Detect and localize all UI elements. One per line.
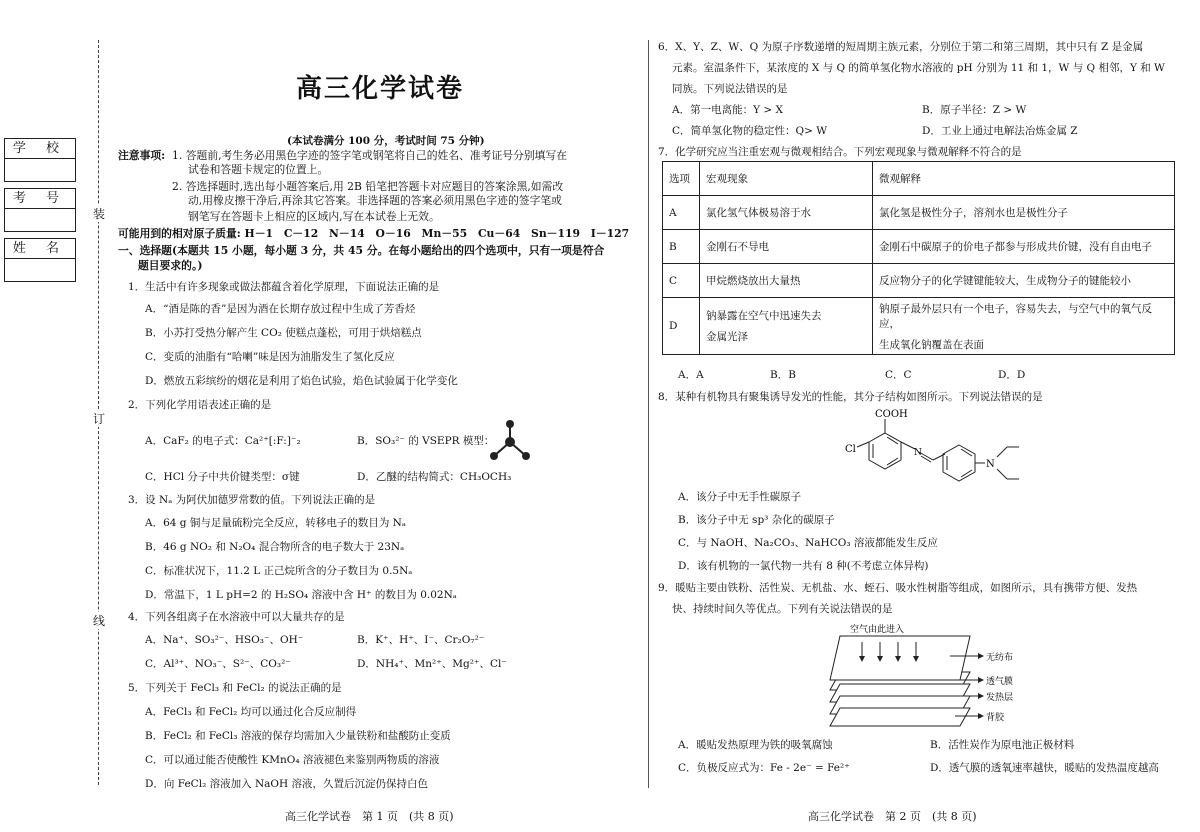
q8-option-c[interactable]: C．与 NaOH、Na₂CO₃、NaHCO₃ 溶液都能发生反应	[678, 537, 938, 549]
q7-row-c-option: C	[663, 264, 700, 298]
q7-stem: 7．化学研究应当注重宏观与微观相结合。下列宏观现象与微观解释不符合的是	[658, 146, 1022, 158]
table-row	[663, 230, 1175, 264]
q7-table-header	[663, 162, 1175, 196]
table-row	[663, 264, 1175, 298]
page-title: 高三化学试卷	[295, 74, 464, 104]
struct-cooh-label: COOH	[875, 409, 908, 420]
q7-header-micro: 微观解释	[873, 162, 1175, 196]
q2-option-b[interactable]: B．SO₃²⁻ 的 VSEPR 模型：	[357, 435, 495, 447]
q5-option-b[interactable]: B．FeCl₂ 和 FeCl₃ 溶液的保存均需加入少量铁粉和盐酸防止变质	[145, 730, 451, 742]
footer-page-1: 高三化学试卷 第 1 页 (共 8 页)	[285, 810, 454, 823]
table-row	[663, 298, 1175, 355]
diagram-air-label: 空气由此进入	[850, 625, 905, 635]
q2-option-c[interactable]: C．HCl 分子中共价键类型：σ键	[145, 471, 300, 483]
q7-row-d-micro-line-1: 钠原子最外层只有一个电子，容易失去，与空气中的氧气反应，	[879, 302, 1152, 330]
q4-option-c[interactable]: C．Al³⁺、NO₃⁻、S²⁻、CO₃²⁻	[145, 658, 291, 670]
q2-option-d[interactable]: D．乙醚的结构简式：CH₃OCH₃	[357, 471, 512, 483]
q3-option-d[interactable]: D．常温下，1 L pH=2 的 H₂SO₄ 溶液中含 H⁺ 的数目为 0.02Nₐ	[145, 589, 457, 601]
q9-stem-1: 9．暖贴主要由铁粉、活性炭、无机盐、水、蛭石、吸水性树脂等组成，如图所示，具有携带方便、发热	[658, 582, 1138, 594]
q7-option-c[interactable]: C．C	[885, 369, 912, 381]
q7-row-a-option: A	[663, 196, 700, 230]
q7-row-b-micro: 金刚石中碳原子的价电子都参与形成共价键，没有自由电子	[873, 230, 1175, 264]
q7-option-a[interactable]: A．A	[678, 369, 704, 381]
diagram-layer-heating: 发热层	[986, 693, 1014, 703]
q7-header-option: 选项	[663, 162, 700, 196]
diagram-layer-membrane: 透气膜	[986, 677, 1014, 687]
struct-n-imine-label: N	[914, 448, 922, 458]
score-info: (本试卷满分 100 分，考试时间 75 分钟)	[287, 135, 485, 147]
notes-label: 注意事项:	[118, 149, 166, 162]
q6-option-b[interactable]: B．原子半径：Z > W	[922, 104, 1027, 116]
q7-row-b-macro: 金刚石不导电	[700, 230, 873, 264]
vsepr-model-icon	[486, 418, 534, 464]
q7-table	[662, 161, 1175, 355]
molecule-structure-diagram	[815, 405, 1025, 485]
q1-option-a[interactable]: A．“酒是陈的香”是因为酒在长期存放过程中生成了芳香烃	[145, 303, 416, 315]
q5-stem: 5．下列关于 FeCl₃ 和 FeCl₂ 的说法正确的是	[128, 682, 342, 694]
q2-option-a[interactable]: A．CaF₂ 的电子式：Ca²⁺[:F:]⁻₂	[145, 435, 301, 447]
q4-option-d[interactable]: D．NH₄⁺、Mn²⁺、Mg²⁺、Cl⁻	[357, 658, 507, 670]
q7-row-d-macro-line-2: 金属光泽	[706, 331, 748, 343]
binding-mark-ding: 订	[92, 412, 105, 426]
school-label: 学 校	[5, 140, 75, 159]
name-label: 姓 名	[5, 240, 75, 259]
q9-option-b[interactable]: B．活性炭作为原电池正极材料	[930, 739, 1075, 751]
note-1-cont: 试卷和答题卡规定的位置上。	[188, 163, 329, 176]
q3-option-a[interactable]: A．64 g 铜与足量硫粉完全反应，转移电子的数目为 Nₐ	[145, 517, 406, 529]
q4-stem: 4．下列各组离子在水溶液中可以大量共存的是	[128, 611, 345, 623]
q7-row-c-macro: 甲烷燃烧放出大量热	[700, 264, 873, 298]
q7-row-d-option: D	[663, 298, 700, 355]
q1-option-c[interactable]: C．变质的油脂有“哈喇”味是因为油脂发生了氢化反应	[145, 351, 395, 363]
q6-option-a[interactable]: A．第一电离能：Y > X	[672, 104, 783, 116]
q6-stem-1: 6．X、Y、Z、W、Q 为原子序数递增的短周期主族元素，分别位于第二和第三周期，其中只有 Z 是金属	[658, 41, 1144, 53]
q9-option-d[interactable]: D．透气膜的透氧速率越快，暖贴的发热温度越高	[930, 762, 1159, 774]
q9-stem-2: 快、持续时间久等优点。下列有关说法错误的是	[672, 603, 893, 615]
q1-stem: 1．生活中有许多现象或做法都蕴含着化学原理，下面说法正确的是	[128, 281, 440, 293]
q6-stem-2: 元素。室温条件下，某浓度的 X 与 Q 的简单氢化物水溶液的 pH 分别为 11 和 1，W 与 Q 相邻，Y 和 W	[672, 62, 1165, 74]
q3-option-b[interactable]: B．46 g NO₂ 和 N₂O₄ 混合物所含的电子数大于 23Nₐ	[145, 541, 405, 553]
q6-option-c[interactable]: C．简单氢化物的稳定性：Q> W	[672, 125, 828, 137]
table-row	[663, 196, 1175, 230]
q1-option-d[interactable]: D．燃放五彩缤纷的烟花是利用了焰色试验，焰色试验属于化学变化	[145, 375, 458, 387]
q3-stem: 3．设 Nₐ 为阿伏加德罗常数的值。下列说法正确的是	[128, 494, 376, 506]
q8-option-a[interactable]: A．该分子中无手性碳原子	[678, 491, 802, 503]
q7-row-a-macro: 氯化氢气体极易溶于水	[700, 196, 873, 230]
q4-option-b[interactable]: B．K⁺、H⁺、I⁻、Cr₂O₇²⁻	[357, 634, 485, 646]
q3-option-c[interactable]: C．标准状况下，11.2 L 正己烷所含的分子数目为 0.5Nₐ	[145, 565, 413, 577]
exam-number-field[interactable]	[4, 188, 76, 232]
note-1: 1. 答题前,考生务必用黑色字迹的签字笔或钢笔将自己的姓名、准考证号分别填写在	[172, 149, 568, 162]
struct-n-amine-label: N	[986, 459, 995, 470]
q7-row-a-micro: 氯化氢是极性分子，溶剂水也是极性分子	[873, 196, 1175, 230]
q7-row-d-macro	[700, 298, 873, 355]
q7-option-d[interactable]: D．D	[998, 369, 1026, 381]
q5-option-d[interactable]: D．向 FeCl₂ 溶液加入 NaOH 溶液，久置后沉淀仍保持白色	[145, 778, 429, 790]
q7-row-c-micro: 反应物分子的化学键键能较大，生成物分子的键能较小	[873, 264, 1175, 298]
q1-option-b[interactable]: B．小苏打受热分解产生 CO₂ 使糕点蓬松，可用于烘焙糕点	[145, 327, 422, 339]
q8-option-d[interactable]: D．该有机物的一氯代物一共有 8 种(不考虑立体异构)	[678, 560, 929, 572]
note-2: 2. 答选择题时,选出每小题答案后,用 2B 铅笔把答题卡对应题目的答案涂黑,如需改	[172, 180, 564, 193]
binding-mark-zhuang: 装	[92, 207, 105, 221]
name-field[interactable]	[4, 238, 76, 282]
atomic-masses: 可能用到的相对原子质量: H－1 C－12 N－14 O－16 Mn－55 Cu－64 Sn－119 I－127	[118, 227, 630, 240]
diagram-layer-adhesive: 背胶	[986, 713, 1005, 723]
q7-row-d-micro-line-2: 生成氧化钠覆盖在表面	[879, 338, 984, 351]
q8-option-b[interactable]: B．该分子中无 sp³ 杂化的碳原子	[678, 514, 835, 526]
section-1-heading-cont: 题目要求的。)	[138, 259, 203, 272]
diagram-layer-nonwoven: 无纺布	[986, 653, 1014, 663]
binding-mark-xian: 线	[92, 614, 105, 628]
heat-pack-diagram	[820, 622, 1030, 732]
school-field[interactable]	[4, 138, 76, 182]
q7-row-d-micro	[873, 298, 1175, 355]
footer-page-2: 高三化学试卷 第 2 页 (共 8 页)	[808, 810, 977, 823]
q7-row-b-option: B	[663, 230, 700, 264]
q8-stem: 8．某种有机物具有聚集诱导发光的性能，其分子结构如图所示。下列说法错误的是	[658, 391, 1043, 403]
page-divider	[648, 40, 649, 788]
q7-option-b[interactable]: B．B	[770, 369, 796, 381]
q5-option-a[interactable]: A．FeCl₃ 和 FeCl₂ 均可以通过化合反应制得	[145, 706, 357, 718]
q7-header-macro: 宏观现象	[700, 162, 873, 196]
q9-option-a[interactable]: A．暖贴发热原理为铁的吸氧腐蚀	[678, 739, 833, 751]
q7-row-d-macro-line-1: 钠暴露在空气中迅速失去	[706, 310, 822, 322]
q5-option-c[interactable]: C．可以通过能否使酸性 KMnO₄ 溶液褪色来鉴别两物质的溶液	[145, 754, 440, 766]
exam-number-label: 考 号	[5, 190, 75, 209]
q2-stem: 2．下列化学用语表述正确的是	[128, 399, 272, 411]
q4-option-a[interactable]: A．Na⁺、SO₃²⁻、HSO₃⁻、OH⁻	[145, 634, 304, 646]
q9-option-c[interactable]: C．负极反应式为：Fe - 2e⁻ = Fe²⁺	[678, 762, 850, 774]
note-2-cont2: 钢笔写在答题卡上相应的区域内,写在本试卷上无效。	[188, 210, 440, 223]
section-1-heading: 一、选择题(本题共 15 小题，每小题 3 分，共 45 分。在每小题给出的四个选项中，只有一项是符合	[118, 244, 605, 257]
q6-option-d[interactable]: D．工业上通过电解法冶炼金属 Z	[922, 125, 1078, 137]
q6-stem-3: 同族。下列说法错误的是	[672, 83, 788, 95]
struct-cl-label: Cl	[845, 444, 856, 455]
note-2-cont: 动,用橡皮擦干净后,再涂其它答案。非选择题的答案必须用黑色字迹的签字笔或	[188, 194, 562, 207]
